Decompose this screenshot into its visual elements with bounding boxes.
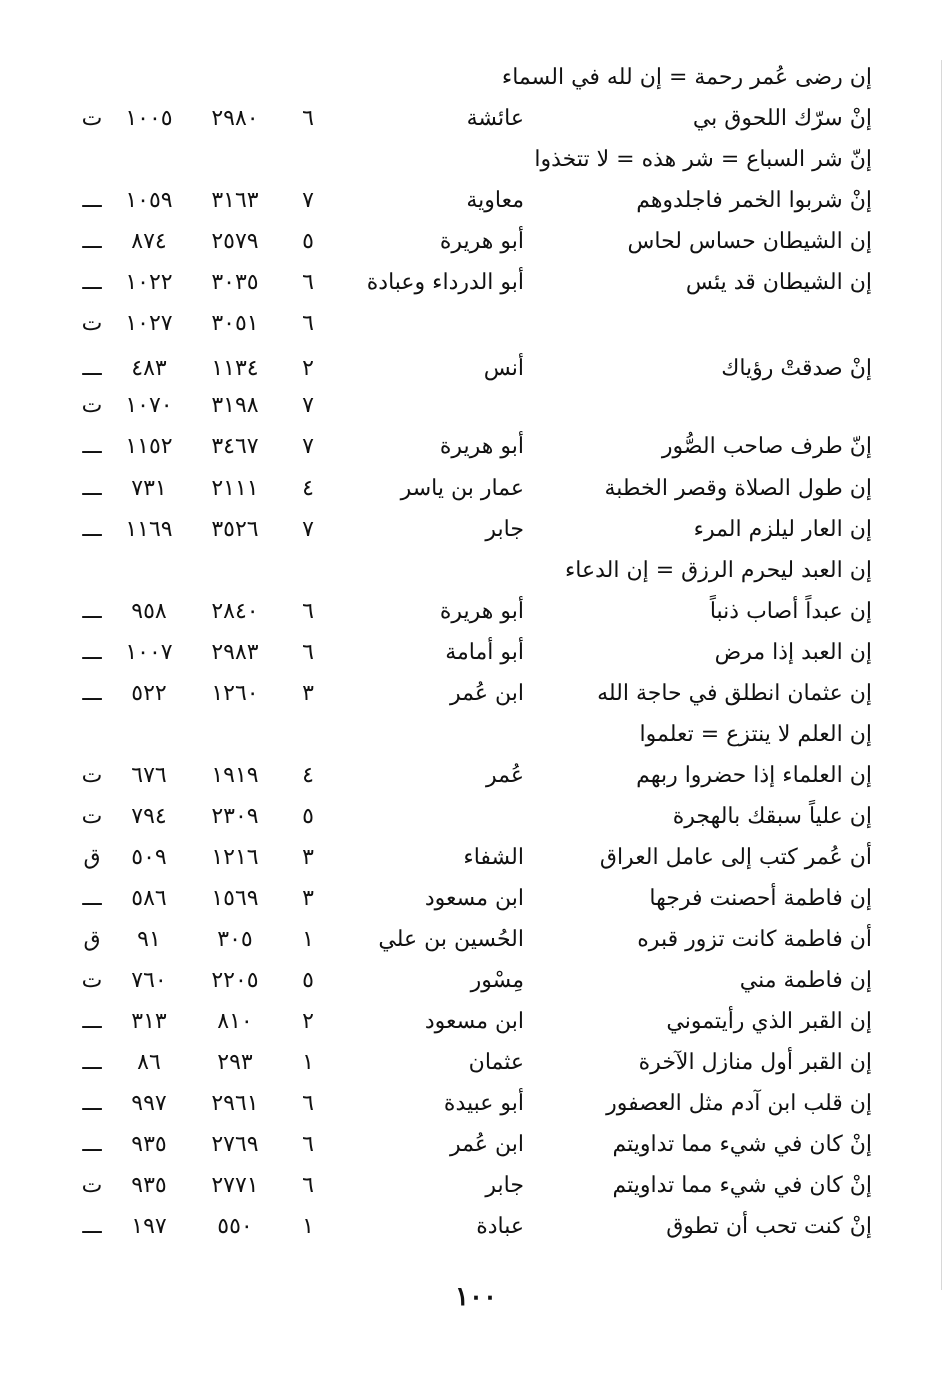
hadith-number: ٢٥٧٩: [211, 229, 259, 254]
hadith-text: إن القبر أول منازل الآخرة: [638, 1050, 872, 1075]
volume-number: ٣: [302, 681, 314, 706]
narrator-name: أبو عبيدة: [443, 1091, 524, 1116]
source-mark: ت: [81, 763, 103, 788]
source-mark: ت: [81, 1173, 103, 1198]
hadith-number: ٣٠٣٥: [211, 270, 259, 295]
page-reference: [112, 715, 186, 755]
table-row: [0, 838, 952, 878]
hadith-text: إن علياً سبقك بالهجرة: [672, 804, 872, 829]
narrator-name: عمار بن ياسر: [400, 476, 524, 501]
hadith-number: ٢٣٠٩: [211, 804, 259, 829]
volume-number: ٦: [302, 1091, 314, 1116]
hadith-number: ٣١٦٣: [211, 188, 259, 213]
table-row: [0, 797, 952, 837]
page-reference: ٧٣١: [131, 476, 167, 501]
narrator-name: الحُسين بن علي: [378, 927, 524, 952]
volume-number: ٣: [302, 845, 314, 870]
source-mark: ـــ: [82, 599, 102, 624]
table-row: [0, 756, 952, 796]
narrator-name: أبو الدرداء وعبادة: [366, 270, 524, 295]
volume-number: [296, 58, 320, 98]
page-reference: ٥٢٢: [131, 681, 167, 706]
hadith-number: ٣٤٦٧: [211, 434, 259, 459]
hadith-text: إن رضى عُمر رحمة = إن لله في السماء: [501, 65, 872, 90]
page-reference: ٩١: [137, 927, 161, 952]
narrator-name: عُمر: [486, 763, 524, 788]
narrator-name: مِسْور: [470, 968, 524, 993]
volume-number: [296, 140, 320, 180]
hadith-text: إنْ كان في شيء مما تداويتم: [612, 1132, 872, 1157]
table-row: [0, 920, 952, 960]
page-reference: ٨٦: [137, 1050, 161, 1075]
volume-number: ٥: [302, 804, 314, 829]
volume-number: ٦: [302, 640, 314, 665]
hadith-number: ٢٨٤٠: [211, 599, 259, 624]
page-reference: ١٠٠٧: [125, 640, 173, 665]
source-mark: ـــ: [82, 434, 102, 459]
volume-number: ٣: [302, 886, 314, 911]
volume-number: ٦: [302, 311, 314, 336]
volume-number: ٧: [302, 393, 314, 418]
volume-number: ١: [302, 927, 314, 952]
page-reference: ١١٦٩: [125, 517, 173, 542]
narrator-name: ابن عُمر: [450, 681, 524, 706]
page-reference: ١٠٥٩: [125, 188, 173, 213]
table-row: [0, 961, 952, 1001]
source-mark: ـــ: [82, 517, 102, 542]
volume-number: ٦: [302, 1132, 314, 1157]
hadith-text: إن قلب ابن آدم مثل العصفور: [606, 1091, 872, 1116]
narrator-name: ابن عُمر: [450, 1132, 524, 1157]
hadith-text: إنْ سرّك اللحوق بي: [692, 106, 872, 131]
page-reference: ٤٨٣: [131, 356, 167, 381]
volume-number: ٧: [302, 434, 314, 459]
table-row: [0, 263, 952, 303]
source-mark: ـــ: [82, 356, 102, 381]
hadith-text: إن العار ليلزم المرء: [693, 517, 872, 542]
source-mark: ت: [81, 106, 103, 131]
hadith-number: ٢١١١: [211, 476, 259, 501]
hadith-number: ١٥٦٩: [211, 886, 259, 911]
volume-number: ٥: [302, 229, 314, 254]
narrator-name: معاوية: [466, 188, 524, 213]
narrator-name: ابن مسعود: [424, 886, 524, 911]
source-mark: ـــ: [82, 476, 102, 501]
volume-number: ٥: [302, 968, 314, 993]
source-mark: [78, 551, 106, 591]
source-mark: ت: [81, 968, 103, 993]
table-row: [0, 1043, 952, 1083]
source-mark: [78, 58, 106, 98]
hadith-text: إن طول الصلاة وقصر الخطبة: [604, 476, 872, 501]
volume-number: ٦: [302, 270, 314, 295]
hadith-number: ٢٧٧١: [211, 1173, 259, 1198]
hadith-number: ٢٩٣: [217, 1050, 253, 1075]
source-mark: ـــ: [82, 270, 102, 295]
source-mark: ق: [83, 845, 101, 870]
hadith-number: [196, 140, 274, 180]
table-row: [0, 1166, 952, 1206]
page-reference: ١١٥٢: [125, 434, 173, 459]
hadith-number: ٢٩٦١: [211, 1091, 259, 1116]
table-row: [0, 1125, 952, 1165]
source-mark: [78, 715, 106, 755]
hadith-text: إنْ صدقتْ رؤياك: [721, 356, 872, 381]
source-mark: ت: [81, 311, 103, 336]
hadith-text: إن عثمان انطلق في حاجة الله: [597, 681, 872, 706]
source-mark: ـــ: [82, 1091, 102, 1116]
volume-number: [296, 551, 320, 591]
volume-number: ٦: [302, 1173, 314, 1198]
table-row: [0, 1207, 952, 1247]
table-row: [0, 304, 952, 344]
source-mark: ـــ: [82, 1009, 102, 1034]
page-number: ١٠٠: [455, 1282, 497, 1312]
hadith-text: إن الشيطان حساس لحاس: [627, 229, 872, 254]
volume-number: ٢: [302, 356, 314, 381]
source-mark: ـــ: [82, 1214, 102, 1239]
narrator-name: ابن مسعود: [424, 1009, 524, 1034]
hadith-number: ٢٢٠٥: [211, 968, 259, 993]
hadith-text: إنْ كان في شيء مما تداويتم: [612, 1173, 872, 1198]
narrator-name: أنس: [483, 356, 524, 381]
page-reference: ٩٣٥: [131, 1173, 167, 1198]
page-reference: ٧٦٠: [131, 968, 167, 993]
volume-number: ١: [302, 1214, 314, 1239]
table-row: [0, 181, 952, 221]
hadith-number: ٨١٠: [217, 1009, 253, 1034]
page-reference: ١٠٢٧: [125, 311, 173, 336]
page-reference: ٩٩٧: [131, 1091, 167, 1116]
narrator-name: أبو هريرة: [439, 229, 524, 254]
page-reference: ٦٧٦: [131, 763, 167, 788]
volume-number: ٢: [302, 1009, 314, 1034]
source-mark: [78, 140, 106, 180]
table-row: [0, 1084, 952, 1124]
hadith-text: إن العبد إذا مرض: [714, 640, 872, 665]
page-reference: ١٠٧٠: [125, 393, 173, 418]
hadith-number: ١٢١٦: [211, 845, 259, 870]
table-row: [0, 551, 952, 591]
hadith-text: إن عبداً أصاب ذنباً: [709, 599, 872, 624]
volume-number: ٧: [302, 188, 314, 213]
table-row: [0, 633, 952, 673]
table-row: [0, 427, 952, 467]
hadith-text: إنّ طرف صاحب الصُّور: [661, 434, 872, 459]
table-row: [0, 469, 952, 509]
page-reference: ٨٧٤: [131, 229, 167, 254]
hadith-number: ٢٩٨٣: [211, 640, 259, 665]
hadith-number: ٢٧٦٩: [211, 1132, 259, 1157]
hadith-number: ٣٠٥١: [211, 311, 259, 336]
table-row: [0, 349, 952, 389]
narrator-name: عثمان: [468, 1050, 524, 1075]
source-mark: ت: [81, 804, 103, 829]
table-row: [0, 99, 952, 139]
table-row: [0, 386, 952, 426]
narrator-name: أبو أمامة: [445, 640, 524, 665]
hadith-number: ١٩١٩: [211, 763, 259, 788]
hadith-text: إن الشيطان قد يئس: [685, 270, 872, 295]
hadith-text: إن فاطمة مني: [739, 968, 872, 993]
hadith-text: إن العبد ليحرم الرزق = إن الدعاء: [564, 558, 872, 583]
hadith-number: [196, 58, 274, 98]
hadith-number: ٢٩٨٠: [211, 106, 259, 131]
source-mark: ـــ: [82, 681, 102, 706]
narrator-name: جابر: [485, 517, 524, 542]
volume-number: ٤: [302, 763, 314, 788]
source-mark: ـــ: [82, 1132, 102, 1157]
page-reference: ١٠٠٥: [125, 106, 173, 131]
page-reference: ٧٩٤: [131, 804, 167, 829]
table-row: [0, 140, 952, 180]
table-row: [0, 879, 952, 919]
source-mark: ـــ: [82, 886, 102, 911]
page-reference: [112, 58, 186, 98]
hadith-number: ٥٥٠: [217, 1214, 253, 1239]
page-reference: ١٩٧: [131, 1214, 167, 1239]
table-row: [0, 58, 952, 98]
hadith-number: [196, 551, 274, 591]
narrator-name: عائشة: [466, 106, 524, 131]
narrator-name: أبو هريرة: [439, 434, 524, 459]
table-row: [0, 592, 952, 632]
hadith-number: [196, 715, 274, 755]
page-reference: ٥٨٦: [131, 886, 167, 911]
hadith-text: أن فاطمة كانت تزور قبره: [637, 927, 872, 952]
hadith-text: إنّ شر السباع = شر هذه = لا تتخذوا: [534, 147, 872, 172]
hadith-number: ١١٣٤: [211, 356, 259, 381]
volume-number: ٤: [302, 476, 314, 501]
table-row: [0, 715, 952, 755]
page-reference: [112, 551, 186, 591]
volume-number: [296, 715, 320, 755]
narrator-name: عبادة: [476, 1214, 524, 1239]
hadith-text: أن عُمر كتب إلى عامل العراق: [599, 845, 872, 870]
source-mark: ـــ: [82, 229, 102, 254]
table-row: [0, 1002, 952, 1042]
volume-number: ١: [302, 1050, 314, 1075]
hadith-text: إن العلماء إذا حضروا ربهم: [636, 763, 872, 788]
page-reference: ٣١٣: [131, 1009, 167, 1034]
table-row: [0, 510, 952, 550]
narrator-name: أبو هريرة: [439, 599, 524, 624]
page-reference: ١٠٢٢: [125, 270, 173, 295]
page-reference: ٩٣٥: [131, 1132, 167, 1157]
hadith-number: ٣١٩٨: [211, 393, 259, 418]
narrator-name: جابر: [485, 1173, 524, 1198]
page-reference: ٩٥٨: [131, 599, 167, 624]
source-mark: ت: [81, 393, 103, 418]
hadith-text: إنْ كنت تحب أن تطوق: [666, 1214, 872, 1239]
source-mark: ـــ: [82, 1050, 102, 1075]
page-reference: ٥٠٩: [131, 845, 167, 870]
hadith-text: إن العلم لا ينتزع = تعلموا: [639, 722, 872, 747]
volume-number: ٦: [302, 106, 314, 131]
hadith-number: ٣٠٥: [217, 927, 253, 952]
table-row: [0, 674, 952, 714]
hadith-number: ٣٥٢٦: [211, 517, 259, 542]
source-mark: ـــ: [82, 188, 102, 213]
hadith-text: إن فاطمة أحصنت فرجها: [649, 886, 872, 911]
hadith-text: إنْ شربوا الخمر فاجلدوهم: [636, 188, 872, 213]
hadith-number: ١٢٦٠: [211, 681, 259, 706]
page-reference: [112, 140, 186, 180]
source-mark: ـــ: [82, 640, 102, 665]
table-row: [0, 222, 952, 262]
hadith-text: إن القبر الذي رأيتموني: [666, 1009, 872, 1034]
narrator-name: الشفاء: [463, 845, 524, 870]
source-mark: ق: [83, 927, 101, 952]
volume-number: ٦: [302, 599, 314, 624]
volume-number: ٧: [302, 517, 314, 542]
